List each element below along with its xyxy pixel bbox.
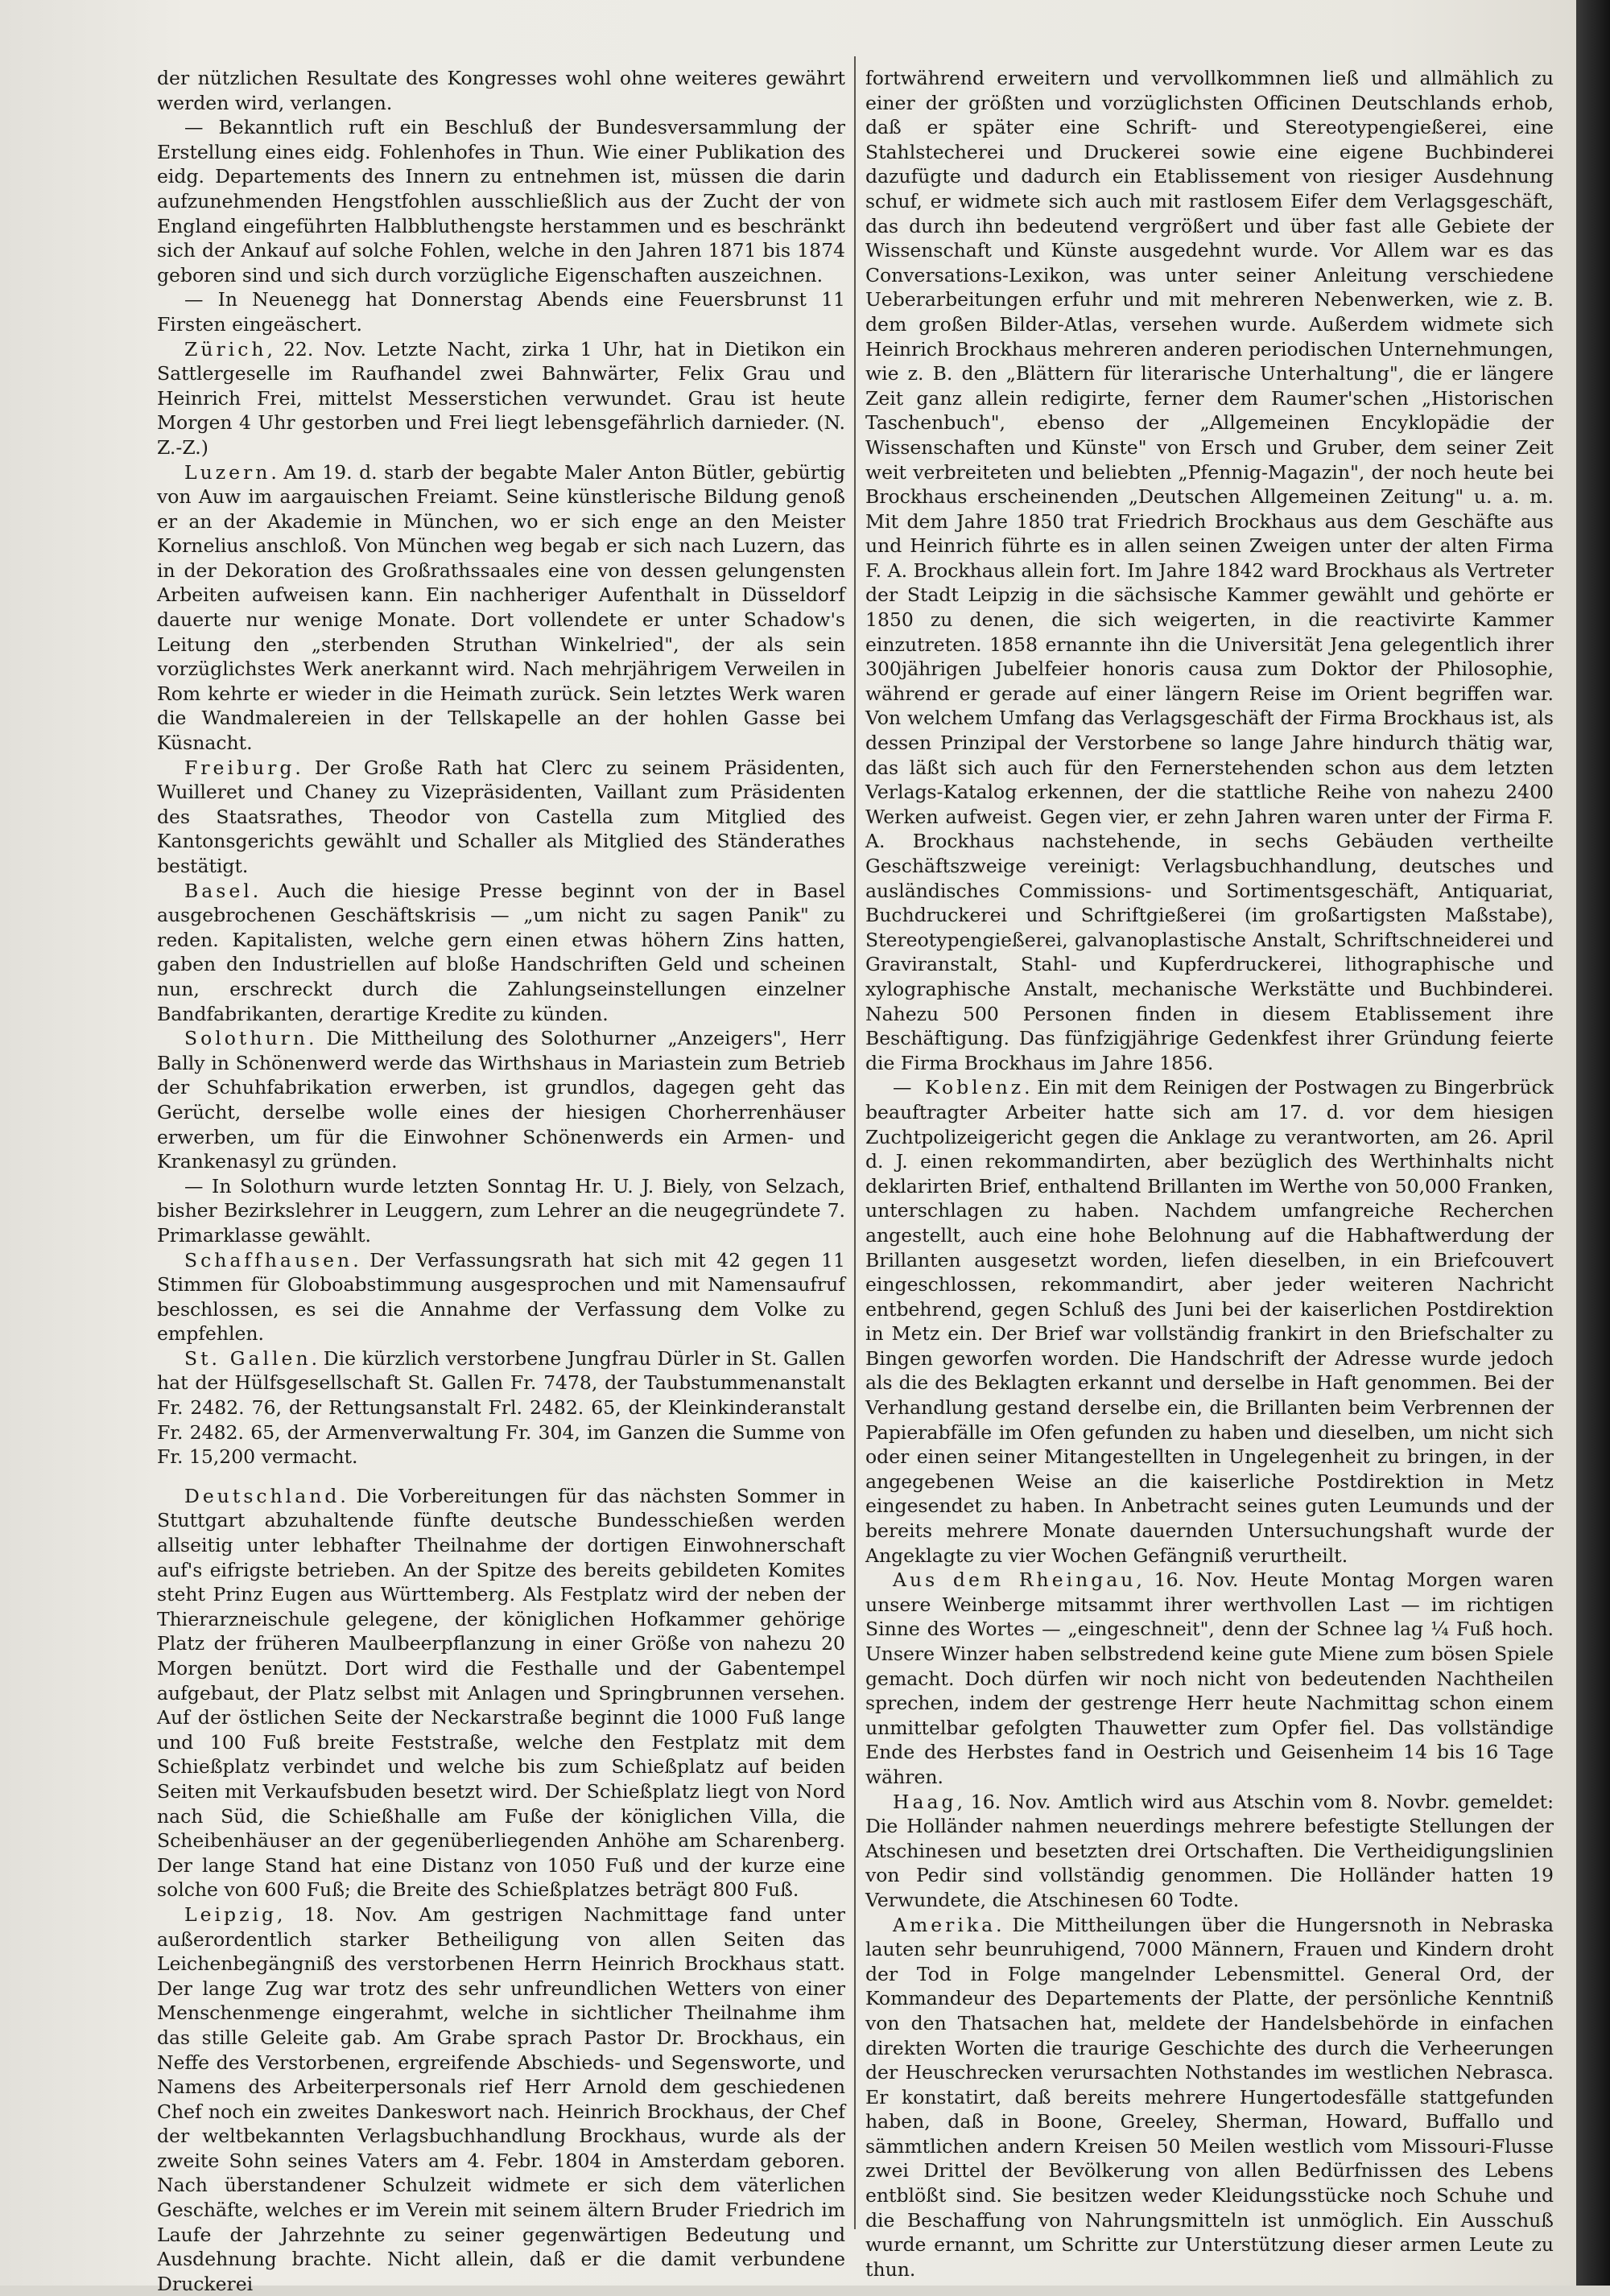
dateline-place: — Koblenz: [893, 1076, 1025, 1099]
article-text: . Die Mittheilung des Solothurner „Anzeigers", Herr Bally in Schönenwerd werde das Wirthshaus in Mariastein zum Betrieb der Schuhfabrikation erwerben, ist grundlos, dagegen geht das Gerücht, derselbe wolle eines der hiesigen Chorherrenhäuser erwerben, um für die Einwohner Schönenwerds ein Armen- und Krankenasyl zu gründen.: [157, 1027, 845, 1173]
article-paragraph: [865, 66, 1554, 1075]
dateline-place: Amerika: [893, 1913, 997, 1936]
article-text: fortwährend erweitern und vervollkommnen ließ und allmählich zu einer der größten und vorzüglichsten Officinen Deutschlands erhob, daß er später eine Schrift- und Stereotypengießerei, eine Stahlstecherei und Druckerei sowie eine eigene Buchbinderei dazufügte und dadurch ein Etablissement von riesiger Ausdehnung schuf, er widmete sich auch mit rastlosem Eifer dem Verlagsgeschäft, das durch ihn bedeutend vergrößert und über fast alle Gebiete der Wissenschaft und Künste ausgedehnt wurde. Vor Allem war es das Conversations-Lexikon, was unter seiner Anleitung verschiedene Ueberarbeitungen erfuhr und mit mehreren Nebenwerken, wie z. B. dem großen Bilder-Atlas, versehen wurde. Außerdem widmete sich Heinrich Brockhaus mehreren anderen periodischen Unternehmungen, wie z. B. den „Blättern für literarische Unterhaltung", die er längere Zeit ganz allein redigirte, ferner dem Raumer'schen „Historischen Taschenbuch", ebenso der „Allgemeinen Encyklopädie der Wissenschaften und Künste" von Ersch und Gruber, dem seiner Zeit weit verbreiteten und beliebten „Pfennig-Magazin", der noch heute bei Brockhaus erscheinenden „Deutschen Allgemeinen Zeitung" u. a. m. Mit dem Jahre 1850 trat Friedrich Brockhaus aus dem Geschäfte aus und Heinrich führte es in allen seinen Zweigen unter der alten Firma F. A. Brockhaus allein fort. Im Jahre 1842 ward Brockhaus als Vertreter der Stadt Leipzig in die sächsische Kammer gewählt und gehörte er 1850 zu denen, die sich weigerten, in die reactivirte Kammer einzutreten. 1858 ernannte ihn die Universität Jena gelegentlich ihrer 300jährigen Jubelfeier honoris causa zum Doktor der Philosophie, während er gerade auf einer längern Reise im Orient begriffen war. Von welchem Umfang das Verlagsgeschäft der Firma Brockhaus ist, als dessen Prinzipal der Verstorbene so lange Jahre hindurch thätig war, das läßt sich auch für den Fernerstehenden schon aus dem letzten Verlags-Katalog erkennen, der die stattliche Reihe von nahezu 2400 Werken aufweist. Gegen vier, er zehn Jahren waren unter der Firma F. A. Brockhaus nachstehende, in sechs Gebäuden vertheilte Geschäftszweige vereinigt: Verlagsbuchhandlung, deutsches und ausländisches Commissions- und Sortimentsgeschäft, Antiquariat, Buchdruckerei und Schriftgießerei (im großartigsten Maßstabe), Stereotypengießerei, galvanoplastische Anstalt, Schriftschneiderei und Graviranstalt, Stahl- und Kupferdruckerei, lithographische und xylographische Anstalt, mechanische Werkstätte und Buchbinderei. Nahezu 500 Personen finden in diesem Etablissement ihre Beschäftigung. Das fünfzigjährige Gedenkfest ihrer Gründung feierte die Firma Brockhaus im Jahre 1856.: [865, 67, 1554, 1074]
article-text: , 16. Nov. Amtlich wird aus Atschin vom 8. Novbr. gemeldet: Die Holländer nahmen neuerdings mehrere befestigte Stellungen der Atschinesen und besetzten drei Ortschaften. Die Vertheidigungslinien von Pedir sind vollständig genommen. Die Holländer hatten 19 Verwundete, die Atschinesen 60 Todte.: [865, 1790, 1554, 1911]
article-text: . Ein mit dem Reinigen der Postwagen zu Bingerbrück beauftragter Arbeiter hatte sich am 17. d. vor dem hiesigen Zuchtpolizeigericht gegen die Anklage zu verantworten, am 26. April d. J. einen rekommandirten, aber bezüglich des Werthinhalts nicht deklarirten Brief, enthaltend Brillanten im Werthe von 50,000 Franken, unterschlagen zu haben. Nachdem umfangreiche Recherchen angestellt, auch eine hohe Belohnung auf die Habhaftwerdung der Brillanten ausgesetzt worden, liefen dieselben, in ein Briefcouvert eingeschlossen, rekommandirt, aber jeder weiteren Nachricht entbehrend, gegen Schluß des Juni bei der kaiserlichen Postdirektion in Metz ein. Der Brief war vollständig frankirt in den Briefschalter zu Bingen geworfen worden. Die Handschrift der Adresse wurde jedoch als die des Beklagten erkannt und derselbe in Haft genommen. Bei der Verhandlung gestand derselbe ein, die Brillanten beim Verbrennen der Papierabfälle im Ofen gefunden zu haben und dieselben, um nicht sich oder einen seiner Mitangestellten in Ungelegenheit zu bringen, in der angegebenen Weise an die kaiserliche Postdirektion in Metz eingesendet zu haben. In Anbetracht seines guten Leumunds und der bereits mehrere Monate dauernden Untersuchungshaft wurde der Angeklagte zu vier Wochen Gefängniß verurtheilt.: [865, 1076, 1554, 1567]
article-text: , 22. Nov. Letzte Nacht, zirka 1 Uhr, hat in Dietikon ein Sattlergeselle im Raufhandel zwei Bahnwärter, Felix Grau und Heinrich Frei, mittelst Messerstichen verwundet. Grau ist heute Morgen 4 Uhr gestorben und Frei liegt lebensgefährlich darnieder. (N. Z.-Z.): [157, 337, 845, 459]
article-text: der nützlichen Resultate des Kongresses wohl ohne weiteres gewährt werden wird, verlangen.: [157, 67, 845, 114]
article-paragraph: [865, 1913, 1554, 2282]
article-paragraph: [157, 756, 845, 879]
article-paragraph: [157, 1902, 845, 2296]
article-paragraph: [157, 1248, 845, 1346]
dateline-place: Aus dem Rheingau: [893, 1568, 1137, 1592]
left-column: [157, 66, 845, 2295]
dateline-place: Luzern: [184, 460, 271, 484]
article-text: . Die Vorbereitungen für das nächsten Sommer in Stuttgart abzuhaltende fünfte deutsche Bundesschießen werden allseitig unter lebhafter Theilnahme der dortigen Einwohnerschaft auf's eifrigste betrieben. An der Spitze des bereits gebildeten Komites steht Prinz Eugen aus Württemberg. Als Festplatz wird der neben der Thierarzneischule gelegene, der königlichen Hofkammer gehörige Platz der früheren Maulbeerpflanzung in einer Größe von nahezu 20 Morgen benützt. Dort wird die Festhalle und der Gabentempel aufgebaut, der Platz selbst mit Anlagen und Springbrunnen versehen. Auf der östlichen Seite der Neckarstraße beginnt die 1000 Fuß lange und 100 Fuß breite Feststraße, welche den Festplatz mit dem Schießplatz verbindet und welche bis zum Schießplatz auf beiden Seiten mit Verkaufsbuden besetzt wird. Der Schießplatz liegt von Nord nach Süd, die Schießhalle am Fuße der königlichen Villa, die Scheibenhäuser an der gegenüberliegenden Anhöhe am Scharenberg. Der lange Stand hat eine Distanz von 1050 Fuß und der kurze eine solche von 600 Fuß; die Breite des Schießplatzes beträgt 800 Fuß.: [157, 1484, 845, 1902]
article-text: — In Neuenegg hat Donnerstag Abends eine Feuersbrunst 11 Firsten eingeäschert.: [157, 288, 845, 336]
article-text: . Der Große Rath hat Clerc zu seinem Präsidenten, Wuilleret und Chaney zu Vizepräsidenten, Vaillant zum Präsidenten des Staatsrathes, Theodor von Castella zum Mitglied des Kantonsgerichts gewählt und Schaller als Mitglied des Ständerathes bestätigt.: [157, 756, 845, 877]
article-text: , 16. Nov. Heute Montag Morgen waren unsere Weinberge mitsammt ihrer werthvollen Last — im richtigen Sinne des Wortes — „eingeschneit", denn der Schnee lag ¼ Fuß hoch. Unsere Winzer haben selbstredend keine gute Miene zum bösen Spiele gemacht. Doch dürfen wir noch nicht von bedeutenden Nachtheilen sprechen, indem der gestrenge Herr heute Nachmittag schon einem unmittelbar gefolgten Thauwetter zum Opfer fiel. Das vollständige Ende des Herbstes fand in Oestrich und Geisenheim 14 bis 16 Tage währen.: [865, 1568, 1554, 1788]
article-paragraph: [157, 879, 845, 1027]
article-paragraph: [865, 1790, 1554, 1913]
dateline-place: Deutschland: [184, 1484, 341, 1507]
article-paragraph: [157, 1346, 845, 1470]
article-paragraph: [157, 1484, 845, 1902]
dateline-place: Schaffhausen: [184, 1248, 353, 1272]
article-paragraph: [157, 115, 845, 287]
article-text: . Am 19. d. starb der begabte Maler Anton Bütler, gebürtig von Auw im aargauischen Freiamt. Seine künstlerische Bildung genoß er an der Akademie in München, wo er sich enge an den Meister Kornelius anschloß. Von München weg begab er sich nach Luzern, das in der Dekoration des Großrathssaales eine von dessen gelungensten Arbeiten aufweisen kann. Ein nachheriger Aufenthalt in Düsseldorf dauerte nur wenige Monate. Dort vollendete er unter Schadow's Leitung den „sterbenden Struthan Winkelried", der als sein vorzüglichstes Werk anerkannt wird. Nach mehrjährigem Verweilen in Rom kehrte er wieder in die Heimath zurück. Sein letztes Werk waren die Wandmalereien in der Tellskapelle an der hohlen Gasse bei Küsnacht.: [157, 460, 845, 755]
article-text: . Die kürzlich verstorbene Jungfrau Dürler in St. Gallen hat der Hülfsgesellschaft St. Gallen Fr. 7478, der Taubstummenanstalt Fr. 2482. 76, der Rettungsanstalt Frl. 2482. 65, der Kleinkinderanstalt Fr. 2482. 65, der Armenverwaltung Fr. 304, im Ganzen die Summe von Fr. 15,200 vermacht.: [157, 1346, 845, 1469]
column-rule: [854, 56, 856, 2229]
article-text: — Bekanntlich ruft ein Beschluß der Bundesversammlung der Erstellung eines eidg. Fohlenhofes in Thun. Wie einer Publikation des eidg. Departements des Innern zu entnehmen ist, müssen die darin aufzunehmenden Hengstfohlen ausschließlich aus der Zucht der von England eingeführten Halbbluthengste herstammen und es beschränkt sich der Ankauf auf solche Fohlen, welche in den Jahren 1871 bis 1874 geboren sind und sich durch vorzügliche Eigenschaften auszeichnen.: [157, 116, 845, 286]
article-text: , 18. Nov. Am gestrigen Nachmittage fand unter außerordentlich starker Betheiligung von allen Seiten das Leichenbegängniß des verstorbenen Herrn Heinrich Brockhaus statt. Der lange Zug war trotz des sehr unfreundlichen Wetters von einer Menschenmenge eingerahmt, welche in sichtlicher Theilnahme ihm das stille Geleite gab. Am Grabe sprach Pastor Dr. Brockhaus, ein Neffe des Verstorbenen, ergreifende Abschieds- und Segensworte, und Namens des Arbeiterpersonals rief Herr Arnold dem geschiedenen Chef noch ein zweites Dankeswort nach. Heinrich Brockhaus, der Chef der weltbekannten Verlagsbuchhandlung Brockhaus, wurde als der zweite Sohn seines Vaters am 4. Febr. 1804 in Amsterdam geboren. Nach überstandener Schulzeit widmete er sich dem väterlichen Geschäfte, welches er im Verein mit seinem ältern Bruder Friedrich im Laufe der Jahrzehnte zu seiner gegenwärtigen Bedeutung und Ausdehnung brachte. Nicht allein, daß er die damit verbundene Druckerei: [157, 1902, 845, 2295]
article-paragraph: [157, 1026, 845, 1174]
article-text: . Auch die hiesige Presse beginnt von der in Basel ausgebrochenen Geschäftskrisis — „um nicht zu sagen Panik" zu reden. Kapitalisten, welche gern einen etwas höhern Zins hatten, gaben den Industriellen auf bloße Handschriften Geld und scheinen nun, erschreckt durch die Zahlungseinstellungen einzelner Bandfabrikanten, derartige Kredite zu künden.: [157, 879, 845, 1025]
dateline-place: Solothurn: [184, 1027, 308, 1050]
article-paragraph: [157, 1174, 845, 1248]
right-column: [865, 66, 1554, 2281]
article-text: . Die Mittheilungen über die Hungersnoth in Nebraska lauten sehr beunruhigend, 7000 Männern, Frauen und Kindern droht der Tod in Folge mangelnder Lebensmittel. General Ord, der Kommandeur des Departements der Platte, der persönliche Kenntniß von den Thatsachen hat, meldete der Handelsbehörde in einfachen direkten Worten die traurige Geschichte des durch die Verheerungen der Heuschrecken verursachten Nothstandes im westlichen Nebrasca. Er konstatirt, daß bereits mehrere Hungertodesfälle stattgefunden haben, daß in Boone, Greeley, Sherman, Howard, Buffallo und sämmtlichen andern Kreisen 50 Meilen westlich vom Missouri-Flusse zwei Drittel der Bevölkerung von allen Bedürfnissen des Lebens entblößt sind. Sie besitzen weder Kleidungsstücke noch Schuhe und die Beschaffung von Nahrungsmitteln ist unmöglich. Ein Ausschuß wurde ernannt, um Schritte zur Unterstützung dieser armen Leute zu thun.: [865, 1913, 1554, 2281]
page-edge: [1576, 0, 1610, 2286]
dateline-place: Freiburg: [184, 756, 295, 779]
article-paragraph: [157, 287, 845, 336]
dateline-place: Haag: [893, 1790, 957, 1813]
dateline-place: Basel: [184, 879, 253, 902]
article-paragraph: [157, 460, 845, 756]
dateline-place: Leipzig: [184, 1902, 278, 1926]
article-paragraph: [157, 337, 845, 460]
article-text: . Der Verfassungsrath hat sich mit 42 gegen 11 Stimmen für Globoabstimmung ausgesprochen und mit Namensaufruf beschlossen, es sei die Annahme der Verfassung dem Volke zu empfehlen.: [157, 1248, 845, 1346]
article-paragraph: [865, 1075, 1554, 1568]
article-paragraph: [157, 66, 845, 115]
dateline-place: St. Gallen: [184, 1346, 312, 1370]
dateline-place: Zürich: [184, 337, 267, 361]
article-text: — In Solothurn wurde letzten Sonntag Hr. U. J. Biely, von Selzach, bisher Bezirkslehrer in Leuggern, zum Lehrer an die neugegründete 7. Primarklasse gewählt.: [157, 1174, 845, 1247]
article-paragraph: [865, 1568, 1554, 1789]
